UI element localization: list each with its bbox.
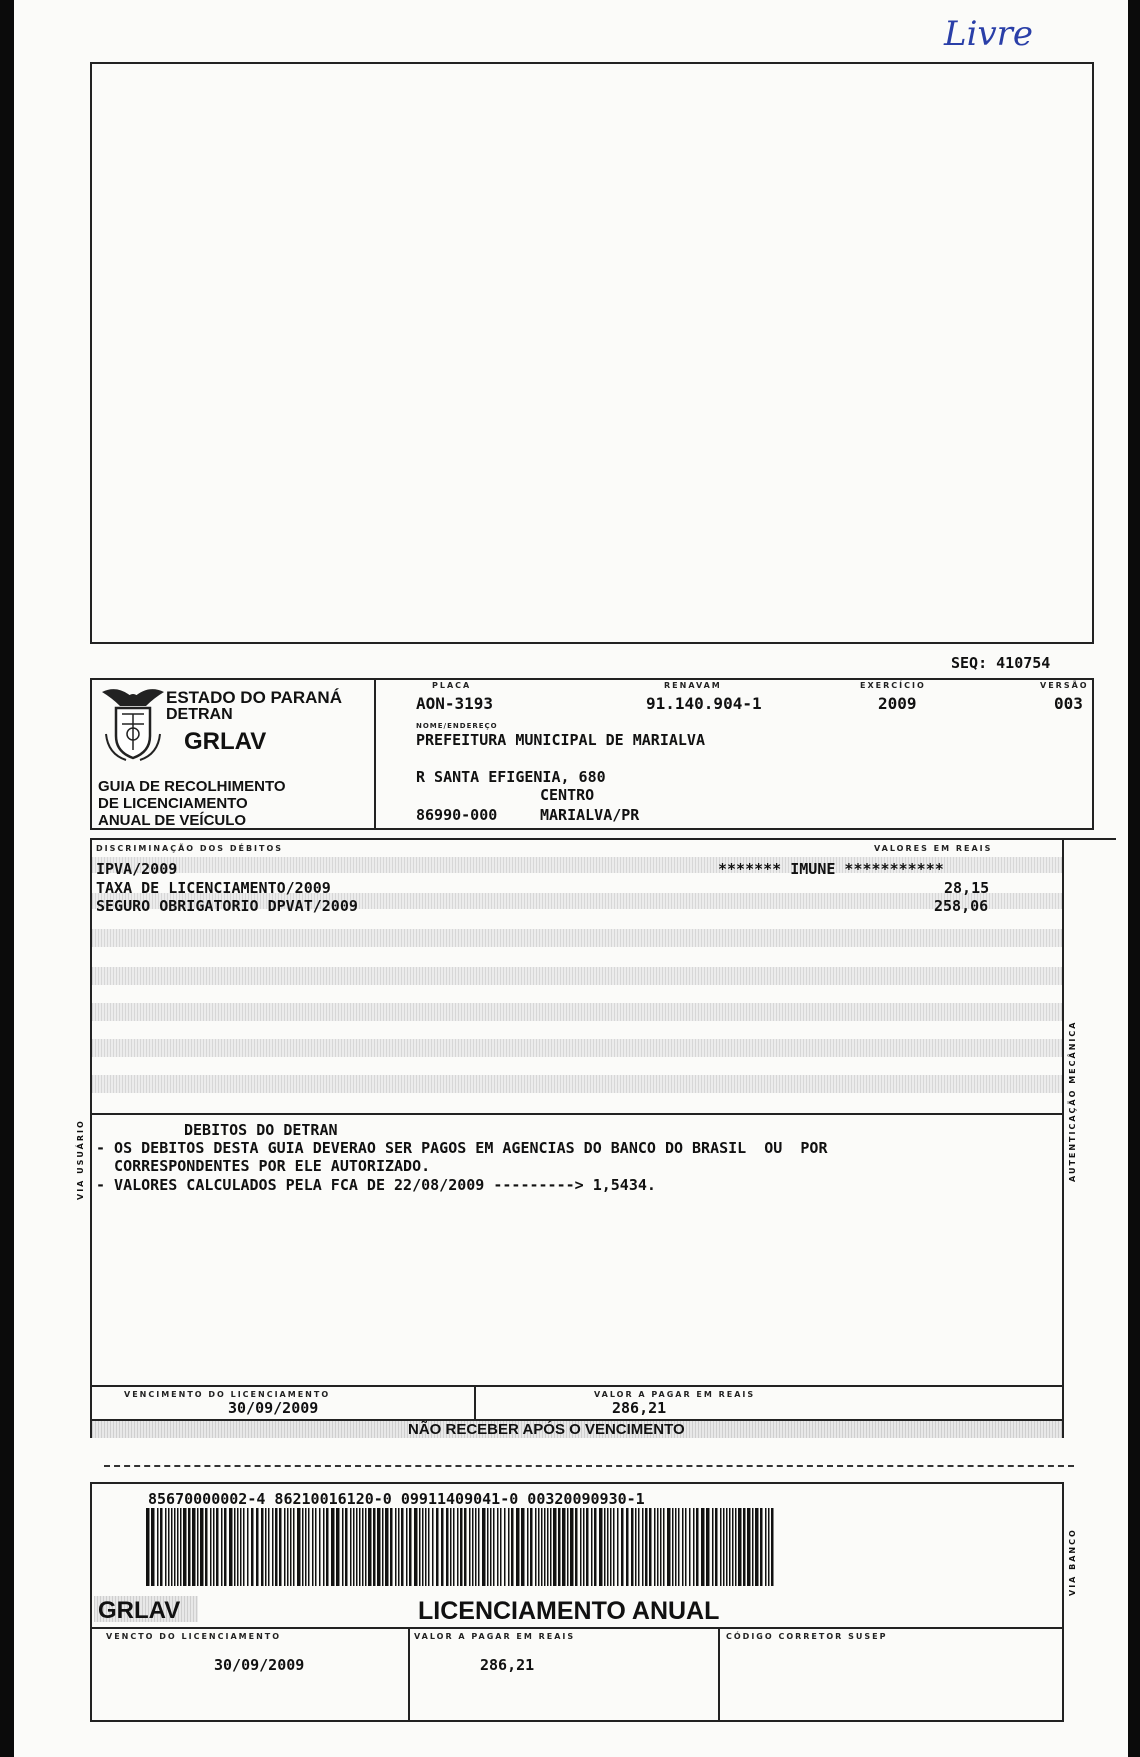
renavam-value: 91.140.904-1	[646, 694, 762, 713]
footer-venc-value: 30/09/2009	[228, 1399, 319, 1417]
form-code: GRLAV	[184, 728, 267, 755]
footer-mid-rule	[474, 1385, 476, 1419]
slip-code: GRLAV	[98, 1597, 181, 1624]
renavam-label: RENAVAM	[664, 681, 722, 690]
header-divider	[374, 678, 376, 830]
placa-value: AON-3193	[416, 694, 494, 713]
footer-warning: NÃO RECEBER APÓS O VENCIMENTO	[408, 1421, 685, 1438]
blank-area	[90, 62, 1094, 644]
notes-line-3: - VALORES CALCULADOS PELA FCA DE 22/08/2009 ---------> 1,5434.	[96, 1176, 656, 1194]
slip-susep-label: CÓDIGO CORRETOR SUSEP	[726, 1632, 888, 1641]
exercicio-label: EXERCÍCIO	[860, 681, 926, 690]
debt-desc-3: SEGURO OBRIGATORIO DPVAT/2009	[96, 897, 358, 915]
nome-label: NOME/ENDEREÇO	[416, 722, 498, 730]
debt-value-3: 258,06	[934, 897, 989, 915]
slip-valor-label: VALOR A PAGAR EM REAIS	[414, 1632, 576, 1641]
slip-valor-value: 286,21	[480, 1656, 535, 1674]
notes-divider	[90, 1113, 1064, 1115]
versao-label: VERSÃO	[1040, 681, 1089, 690]
guide-title-line2: DE LICENCIAMENTO	[98, 795, 248, 812]
parana-coat-of-arms-icon	[98, 684, 168, 764]
slip-table-top-rule	[90, 1627, 1064, 1629]
footer-valor-value: 286,21	[612, 1399, 667, 1417]
versao-value: 003	[1054, 694, 1083, 713]
agency-name: DETRAN	[166, 706, 233, 723]
owner-zip: 86990-000	[416, 806, 498, 824]
owner-district: CENTRO	[540, 786, 595, 804]
debts-header-right: VALORES EM REAIS	[874, 844, 993, 853]
owner-city: MARIALVA/PR	[540, 806, 640, 824]
notes-line-2: CORRESPONDENTES POR ELE AUTORIZADO.	[96, 1157, 431, 1175]
handwritten-note: Livre	[944, 14, 1034, 54]
sequence-number: SEQ: 410754	[951, 654, 1051, 672]
via-banco-label: VIA BANCO	[1068, 1528, 1077, 1596]
debts-top-rule	[90, 838, 1116, 840]
footer-venc-label: VENCIMENTO DO LICENCIAMENTO	[124, 1390, 331, 1399]
debt-desc-1: IPVA/2009	[96, 860, 178, 878]
autenticacao-label: AUTENTICAÇÃO MECÂNICA	[1068, 1020, 1077, 1182]
barcode	[146, 1508, 776, 1586]
guide-title-line3: ANUAL DE VEÍCULO	[98, 812, 247, 829]
placa-label: PLACA	[432, 681, 472, 690]
footer-top-rule	[90, 1385, 1064, 1387]
notes-line-1: - OS DEBITOS DESTA GUIA DEVERAO SER PAGOS EM AGENCIAS DO BANCO DO BRASIL OU POR	[96, 1139, 828, 1157]
debt-desc-2: TAXA DE LICENCIAMENTO/2009	[96, 879, 331, 897]
slip-col-rule-1	[408, 1627, 410, 1722]
document-page	[14, 0, 1128, 1757]
footer-valor-label: VALOR A PAGAR EM REAIS	[594, 1390, 756, 1399]
owner-name: PREFEITURA MUNICIPAL DE MARIALVA	[416, 731, 705, 749]
notes-title: DEBITOS DO DETRAN	[184, 1121, 338, 1139]
exercicio-value: 2009	[878, 694, 917, 713]
debts-header-left: DISCRIMINAÇÃO DOS DÉBITOS	[96, 844, 284, 853]
owner-address: R SANTA EFIGENIA, 680	[416, 768, 606, 786]
cut-line	[104, 1465, 1074, 1467]
slip-col-rule-2	[718, 1627, 720, 1722]
barcode-number: 85670000002-4 86210016120-0 09911409041-0 00320090930-1	[148, 1490, 645, 1508]
debt-value-2: 28,15	[944, 879, 990, 897]
state-name: ESTADO DO PARANÁ	[166, 688, 342, 707]
slip-venc-label: VENCTO DO LICENCIAMENTO	[106, 1632, 282, 1641]
slip-title: LICENCIAMENTO ANUAL	[418, 1597, 720, 1625]
slip-venc-value: 30/09/2009	[214, 1656, 305, 1674]
via-usuario-label: VIA USUÁRIO	[76, 1119, 85, 1200]
debt-value-1: ******* IMUNE ***********	[718, 860, 944, 878]
guide-title-line1: GUIA DE RECOLHIMENTO	[98, 778, 286, 795]
